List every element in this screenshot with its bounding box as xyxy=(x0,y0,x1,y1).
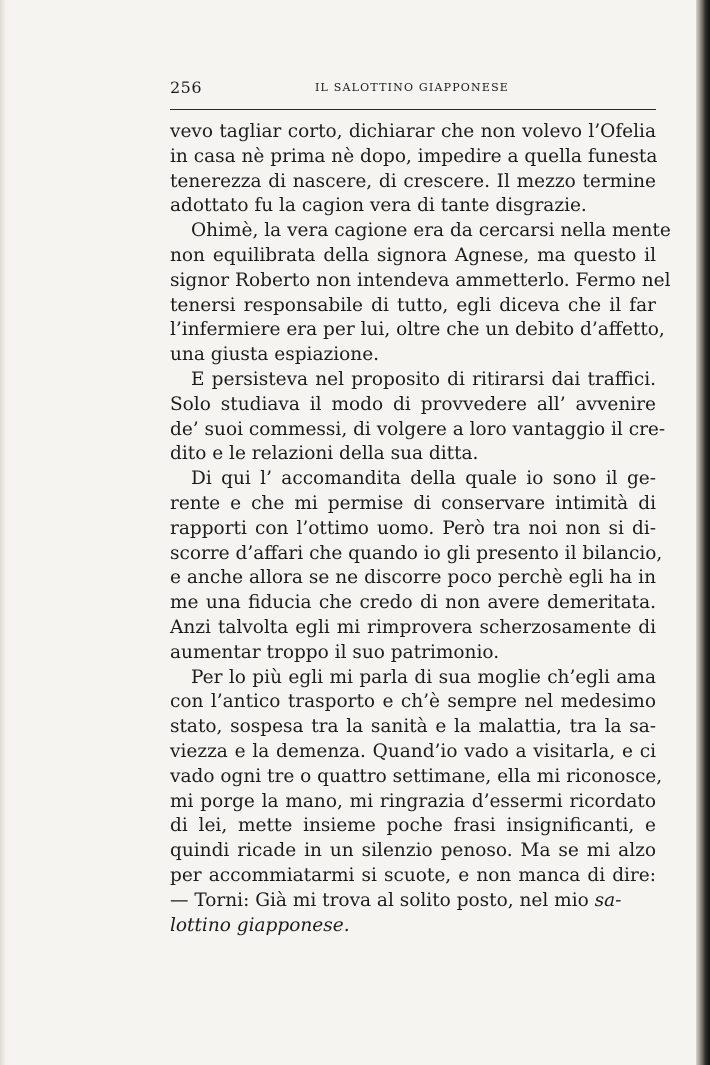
text-line: quindi ricade in un silenzio penoso. Ma se mi alzo xyxy=(170,840,656,862)
text-line: tenerezza di nascere, di crescere. Il mezzo termine xyxy=(170,170,656,192)
text-line: tenersi responsabile di tutto, egli diceva che il far xyxy=(170,294,656,316)
page-number: 256 xyxy=(170,78,203,97)
text-line: viezza e la demenza. Quand’io vado a visitarla, e ci xyxy=(170,740,656,762)
text-line: Anzi talvolta egli mi rimprovera scherzosamente di xyxy=(170,616,656,638)
text-line: scorre d’affari che quando io gli presento il bilancio, xyxy=(170,542,663,564)
text-line: stato, sospesa tra la sanità e la malattia, tra la sa- xyxy=(170,716,656,738)
text-line: non equilibrata della signora Agnese, ma questo il xyxy=(170,244,656,266)
text-line: Ohimè, la vera cagione era da cercarsi nella mente xyxy=(191,220,671,242)
text-line: signor Roberto non intendeva ammetterlo. Fermo nel xyxy=(170,269,671,291)
text-line: per accommiatarmi si scuote, e non manca di dire: xyxy=(170,864,656,886)
text-line: E persisteva nel proposito di ritirarsi dai traffici. xyxy=(191,368,656,390)
page-edge-shadow xyxy=(0,0,6,1065)
text-line: me una fiducia che credo di non avere demeritata. xyxy=(170,592,656,614)
text-line: vado ogni tre o quattro settimane, ella mi riconosce, xyxy=(170,765,663,787)
text-line xyxy=(170,889,656,914)
text-line: in casa nè prima nè dopo, impedire a quella funesta xyxy=(170,145,658,167)
running-title: IL SALOTTINO GIAPPONESE xyxy=(315,81,510,94)
text-line: dito e le relazioni della sua ditta. xyxy=(170,443,479,465)
italic-text: sa- xyxy=(594,889,622,911)
text-line: e anche allora se ne discorre poco perchè egli ha in xyxy=(170,567,656,589)
text-line: rapporti con l’ottimo uomo. Però tra noi non si di- xyxy=(170,517,656,539)
header-rule xyxy=(170,109,656,110)
text-line: l’infermiere era per lui, oltre che un debito d’affetto, xyxy=(170,319,665,341)
text-line: rente e che mi permise di conservare intimità di xyxy=(170,492,656,514)
body-text xyxy=(170,120,671,938)
page-header xyxy=(170,78,656,98)
text-line: lottino giapponese. xyxy=(170,914,350,936)
text-line: adottato fu la cagion vera di tante disgrazie. xyxy=(170,195,587,217)
text-line: Solo studiava il modo di provvedere all’ avvenire xyxy=(170,393,656,415)
text-line: con l’antico trasporto e ch’è sempre nel medesimo xyxy=(170,691,656,713)
text-line: una giusta espiazione. xyxy=(170,344,380,366)
text-line: Per lo più egli mi parla di sua moglie ch’egli ama xyxy=(191,666,656,688)
text-line: de’ suoi commessi, di volgere a loro vantaggio il cre- xyxy=(170,418,666,440)
text-line: di lei, mette insieme poche frasi insignificanti, e xyxy=(170,815,656,837)
book-spine-edge xyxy=(696,0,710,1065)
text-line: aumentar troppo il suo patrimonio. xyxy=(170,641,500,663)
text-segment: — Torni: Già mi trova al solito posto, nel mio xyxy=(170,889,595,911)
text-line: Di qui l’ accomandita della quale io sono il ge- xyxy=(191,468,656,490)
text-line: mi porge la mano, mi ringrazia d’essermi ricordato xyxy=(170,790,656,812)
text-line: vevo tagliar corto, dichiarar che non volevo l’Ofelia xyxy=(170,121,656,142)
